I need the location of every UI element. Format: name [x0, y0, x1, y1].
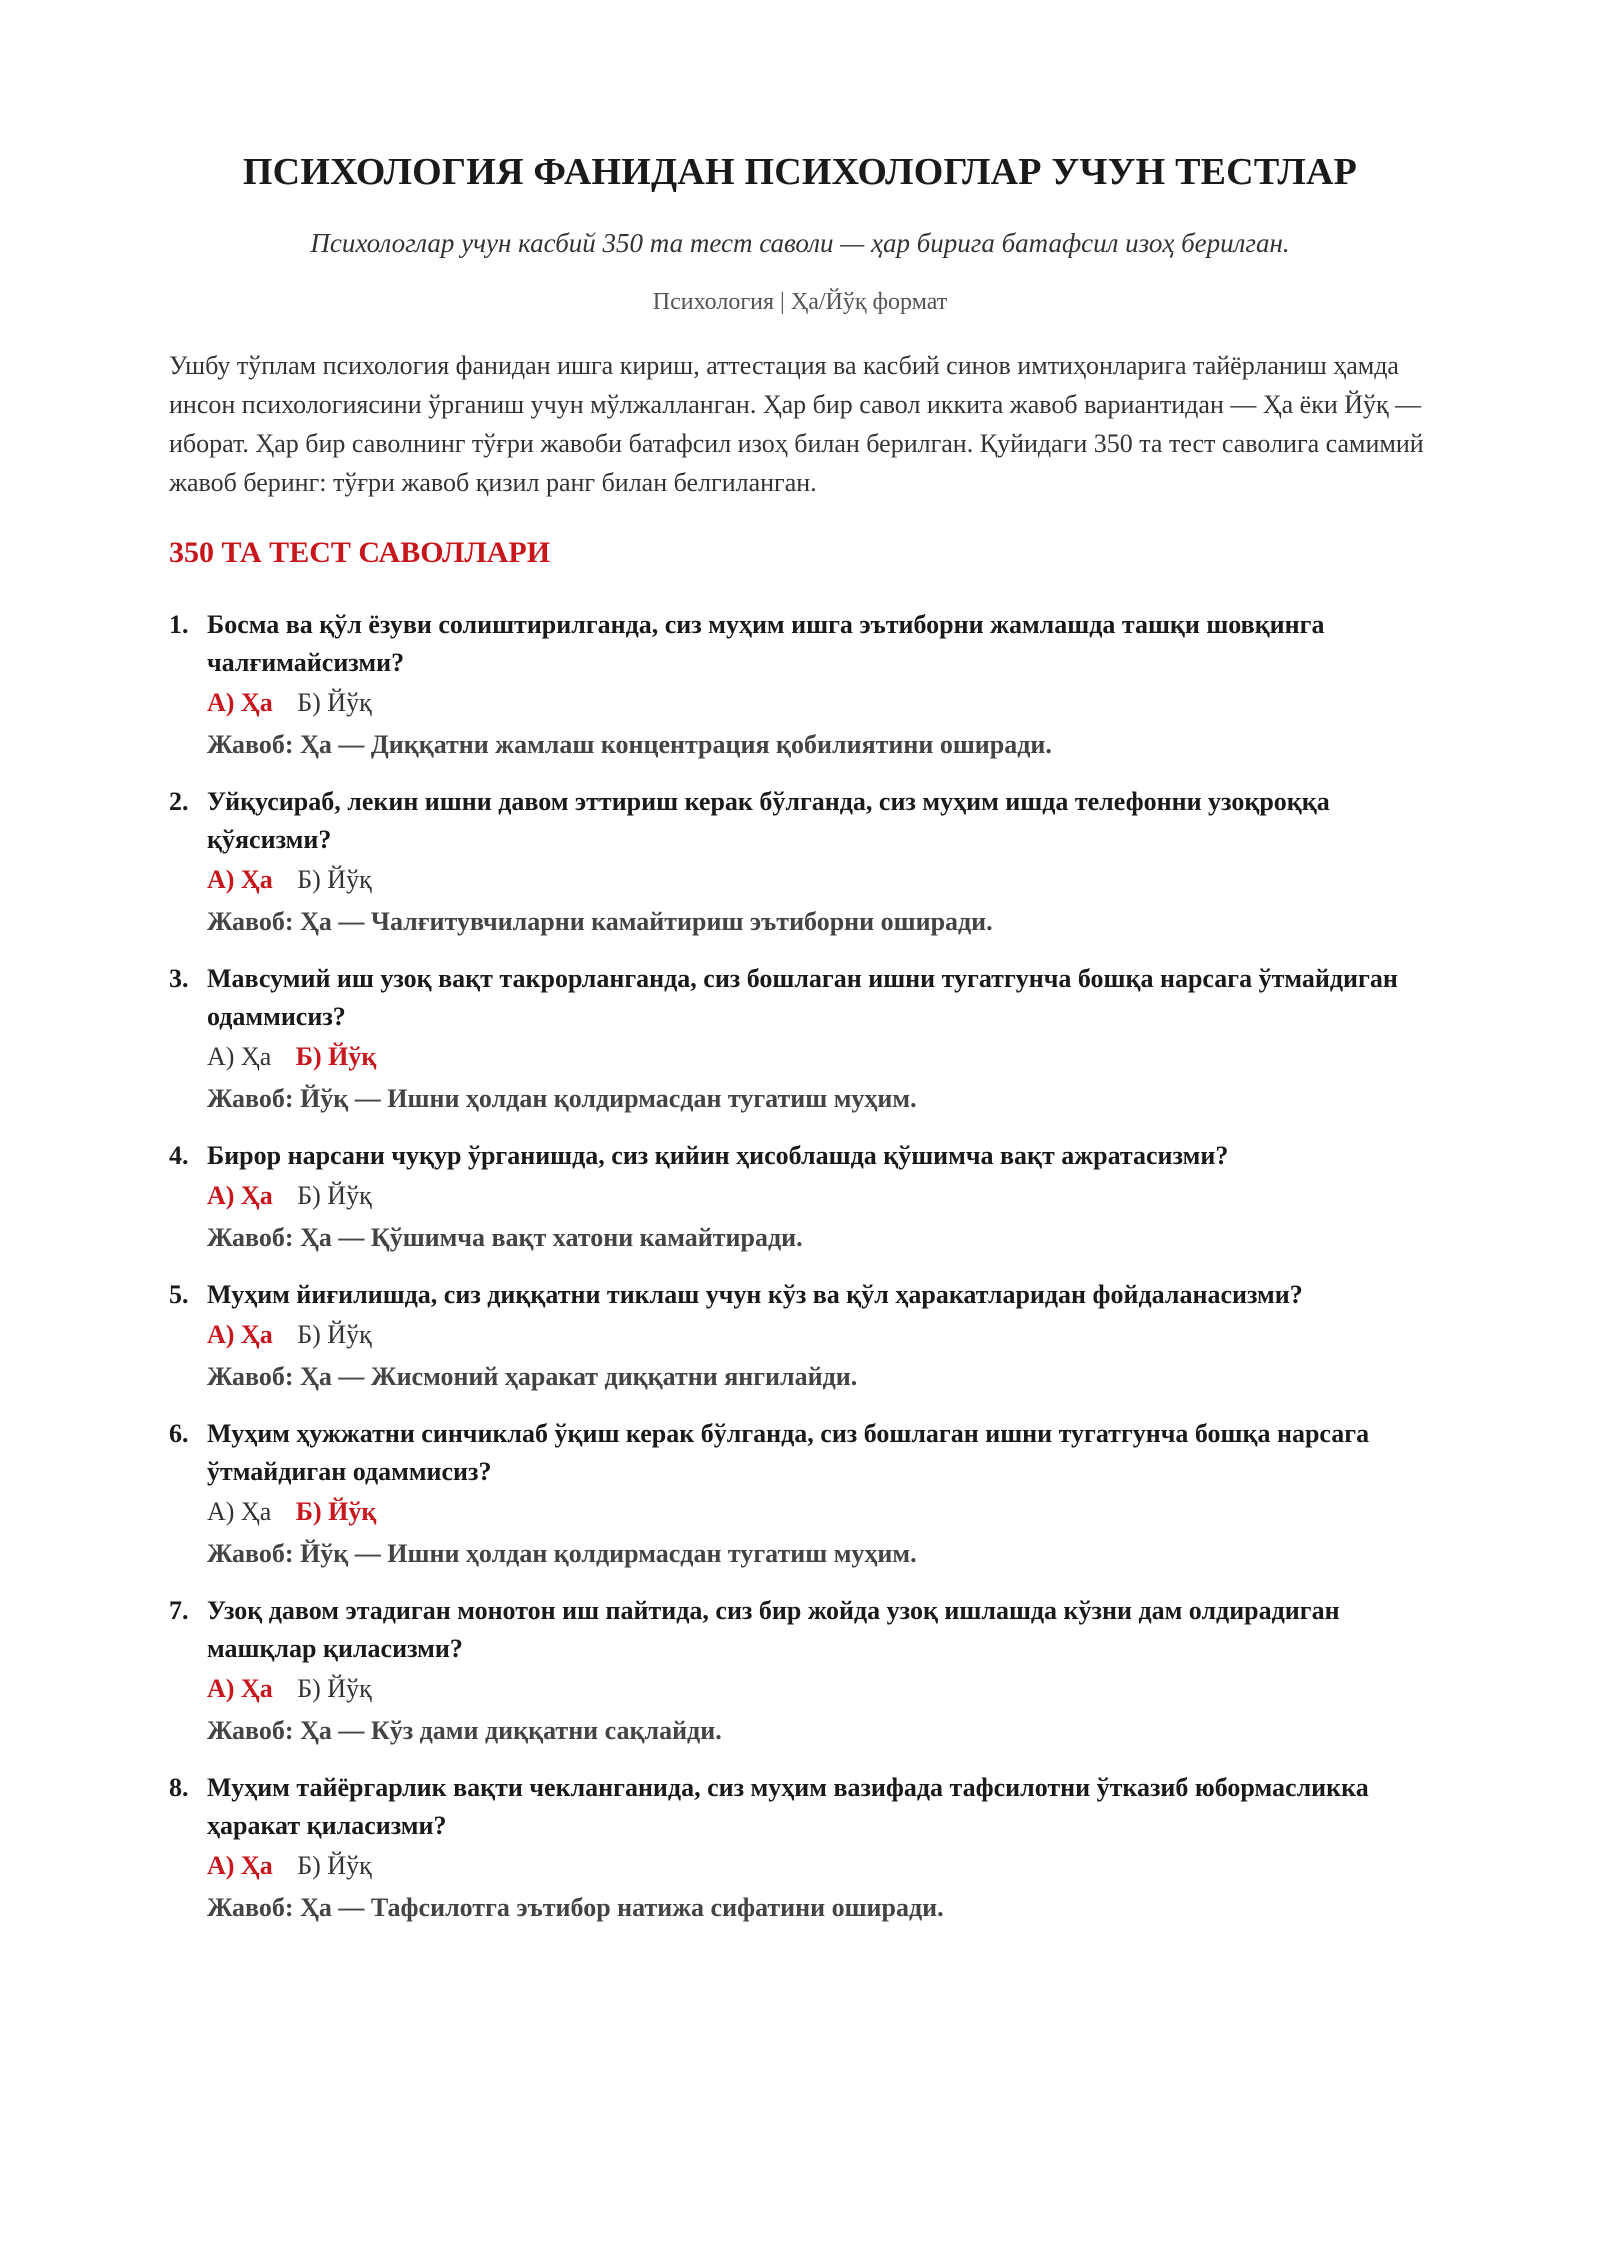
- intro-paragraph: Ушбу тўплам психология фанидан ишга кириш, аттестация ва касбий синов имтиҳонларига тайёрланиш ҳамда инсон психологиясини ўрганиш учун мўлжалланган. Ҳар бир савол иккита жавоб вариантидан — Ҳа ёки Йўқ — иборат. Ҳар бир саволнинг тўғри жавоби батафсил изоҳ билан берилган. Қуйидаги 350 та тест саволига самимий жавоб беринг: тўғри жавоб қизил ранг билан белгиланган.: [169, 351, 1424, 497]
- answer-options: [207, 1670, 1431, 1708]
- question-item: [169, 1276, 1431, 1396]
- question-number: 7.: [169, 1596, 189, 1625]
- option-b: Б) Йўқ: [297, 1181, 372, 1210]
- option-b: Б) Йўқ: [295, 1497, 377, 1526]
- answer-explanation: Жавоб: Ҳа — Кўз дами диққатни сақлайди.: [207, 1716, 722, 1745]
- answer-explanation: Жавоб: Ҳа — Тафсилотга эътибор натижа сифатини оширади.: [207, 1893, 944, 1922]
- answer-explanation: Жавоб: Ҳа — Диққатни жамлаш концентрация қобилиятини оширади.: [207, 730, 1052, 759]
- answer-options: [207, 861, 1431, 899]
- answer-explanation: Жавоб: Йўқ — Ишни ҳолдан қолдирмасдан тугатиш муҳим.: [207, 1539, 917, 1568]
- answer-explanation: Жавоб: Йўқ — Ишни ҳолдан қолдирмасдан тугатиш муҳим.: [207, 1084, 917, 1113]
- question-body: Узоқ давом этадиган монотон иш пайтида, сиз бир жойда узоқ ишлашда кўзни дам олдирадиган машқлар қиласизми?: [207, 1596, 1340, 1663]
- question-number: 5.: [169, 1280, 189, 1309]
- document-title: ПСИХОЛОГИЯ ФАНИДАН ПСИХОЛОГЛАР УЧУН ТЕСТЛАР: [242, 151, 1358, 193]
- question-text: [169, 783, 1431, 859]
- option-b: Б) Йўқ: [297, 1320, 372, 1349]
- question-text: [169, 1592, 1431, 1668]
- option-a: А) Ҳа: [207, 865, 273, 894]
- question-body: Мавсумий иш узоқ вақт такрорланганда, сиз бошлаган ишни тугатгунча бошқа нарсага ўтмайдиган одаммисиз?: [207, 964, 1398, 1031]
- question-number: 4.: [169, 1141, 189, 1170]
- question-text: [169, 1769, 1431, 1845]
- question-body: Босма ва қўл ёзуви солиштирилганда, сиз муҳим ишга эътиборни жамлашда ташқи шовқинга чалғимайсизми?: [207, 610, 1325, 677]
- answer-explanation: Жавоб: Ҳа — Чалғитувчиларни камайтириш эътиборни оширади.: [207, 907, 993, 936]
- answer-explanation: Жавоб: Ҳа — Қўшимча вақт хатони камайтиради.: [207, 1223, 803, 1252]
- question-item: [169, 1769, 1431, 1927]
- option-b: Б) Йўқ: [295, 1042, 377, 1071]
- document-meta: Психология | Ҳа/Йўқ формат: [652, 289, 948, 315]
- answer-explanation: Жавоб: Ҳа — Жисмоний ҳаракат диққатни янгилайди.: [207, 1362, 858, 1391]
- answer-options: [207, 1038, 1431, 1076]
- question-text: [169, 1415, 1431, 1491]
- question-number: 8.: [169, 1773, 189, 1802]
- question-item: [169, 960, 1431, 1118]
- answer-options: [207, 1177, 1431, 1215]
- answer-options: [207, 684, 1431, 722]
- option-a: А) Ҳа: [207, 1320, 273, 1349]
- option-a: А) Ҳа: [207, 1181, 273, 1210]
- question-text: [169, 1137, 1431, 1175]
- question-number: 2.: [169, 787, 189, 816]
- section-heading: 350 ТА ТЕСТ САВОЛЛАРИ: [169, 536, 551, 569]
- option-a: А) Ҳа: [207, 1497, 272, 1526]
- question-body: Муҳим йиғилишда, сиз диққатни тиклаш учун кўз ва қўл ҳаракатларидан фойдаланасизми?: [207, 1280, 1303, 1309]
- option-b: Б) Йўқ: [297, 1851, 372, 1880]
- question-item: [169, 783, 1431, 941]
- option-a: А) Ҳа: [207, 688, 273, 717]
- question-item: [169, 606, 1431, 764]
- option-a: А) Ҳа: [207, 1851, 273, 1880]
- question-body: Уйқусираб, лекин ишни давом эттириш керак бўлганда, сиз муҳим ишда телефонни узоқроққа қўясизми?: [207, 787, 1330, 854]
- option-a: А) Ҳа: [207, 1042, 272, 1071]
- question-item: [169, 1137, 1431, 1257]
- question-text: [169, 960, 1431, 1036]
- question-number: 3.: [169, 964, 189, 993]
- question-number: 1.: [169, 610, 189, 639]
- question-number: 6.: [169, 1419, 189, 1448]
- option-b: Б) Йўқ: [297, 688, 372, 717]
- option-b: Б) Йўқ: [297, 865, 372, 894]
- answer-options: [207, 1847, 1431, 1885]
- question-item: [169, 1415, 1431, 1573]
- option-b: Б) Йўқ: [297, 1674, 372, 1703]
- question-item: [169, 1592, 1431, 1750]
- question-text: [169, 1276, 1431, 1314]
- question-text: [169, 606, 1431, 682]
- option-a: А) Ҳа: [207, 1674, 273, 1703]
- answer-options: [207, 1316, 1431, 1354]
- question-body: Муҳим ҳужжатни синчиклаб ўқиш керак бўлганда, сиз бошлаган ишни тугатгунча бошқа нарсага ўтмайдиган одаммисиз?: [207, 1419, 1370, 1486]
- question-list: [169, 606, 1431, 1927]
- answer-options: [207, 1493, 1431, 1531]
- question-body: Бирор нарсани чуқур ўрганишда, сиз қийин ҳисоблашда қўшимча вақт ажратасизми?: [207, 1141, 1229, 1170]
- question-body: Муҳим тайёргарлик вақти чекланганида, сиз муҳим вазифада тафсилотни ўтказиб юбормасликка ҳаракат қиласизми?: [207, 1773, 1369, 1840]
- document-subtitle: Психологлар учун касбий 350 та тест саволи — ҳар бирига батафсил изоҳ берилган.: [310, 228, 1290, 258]
